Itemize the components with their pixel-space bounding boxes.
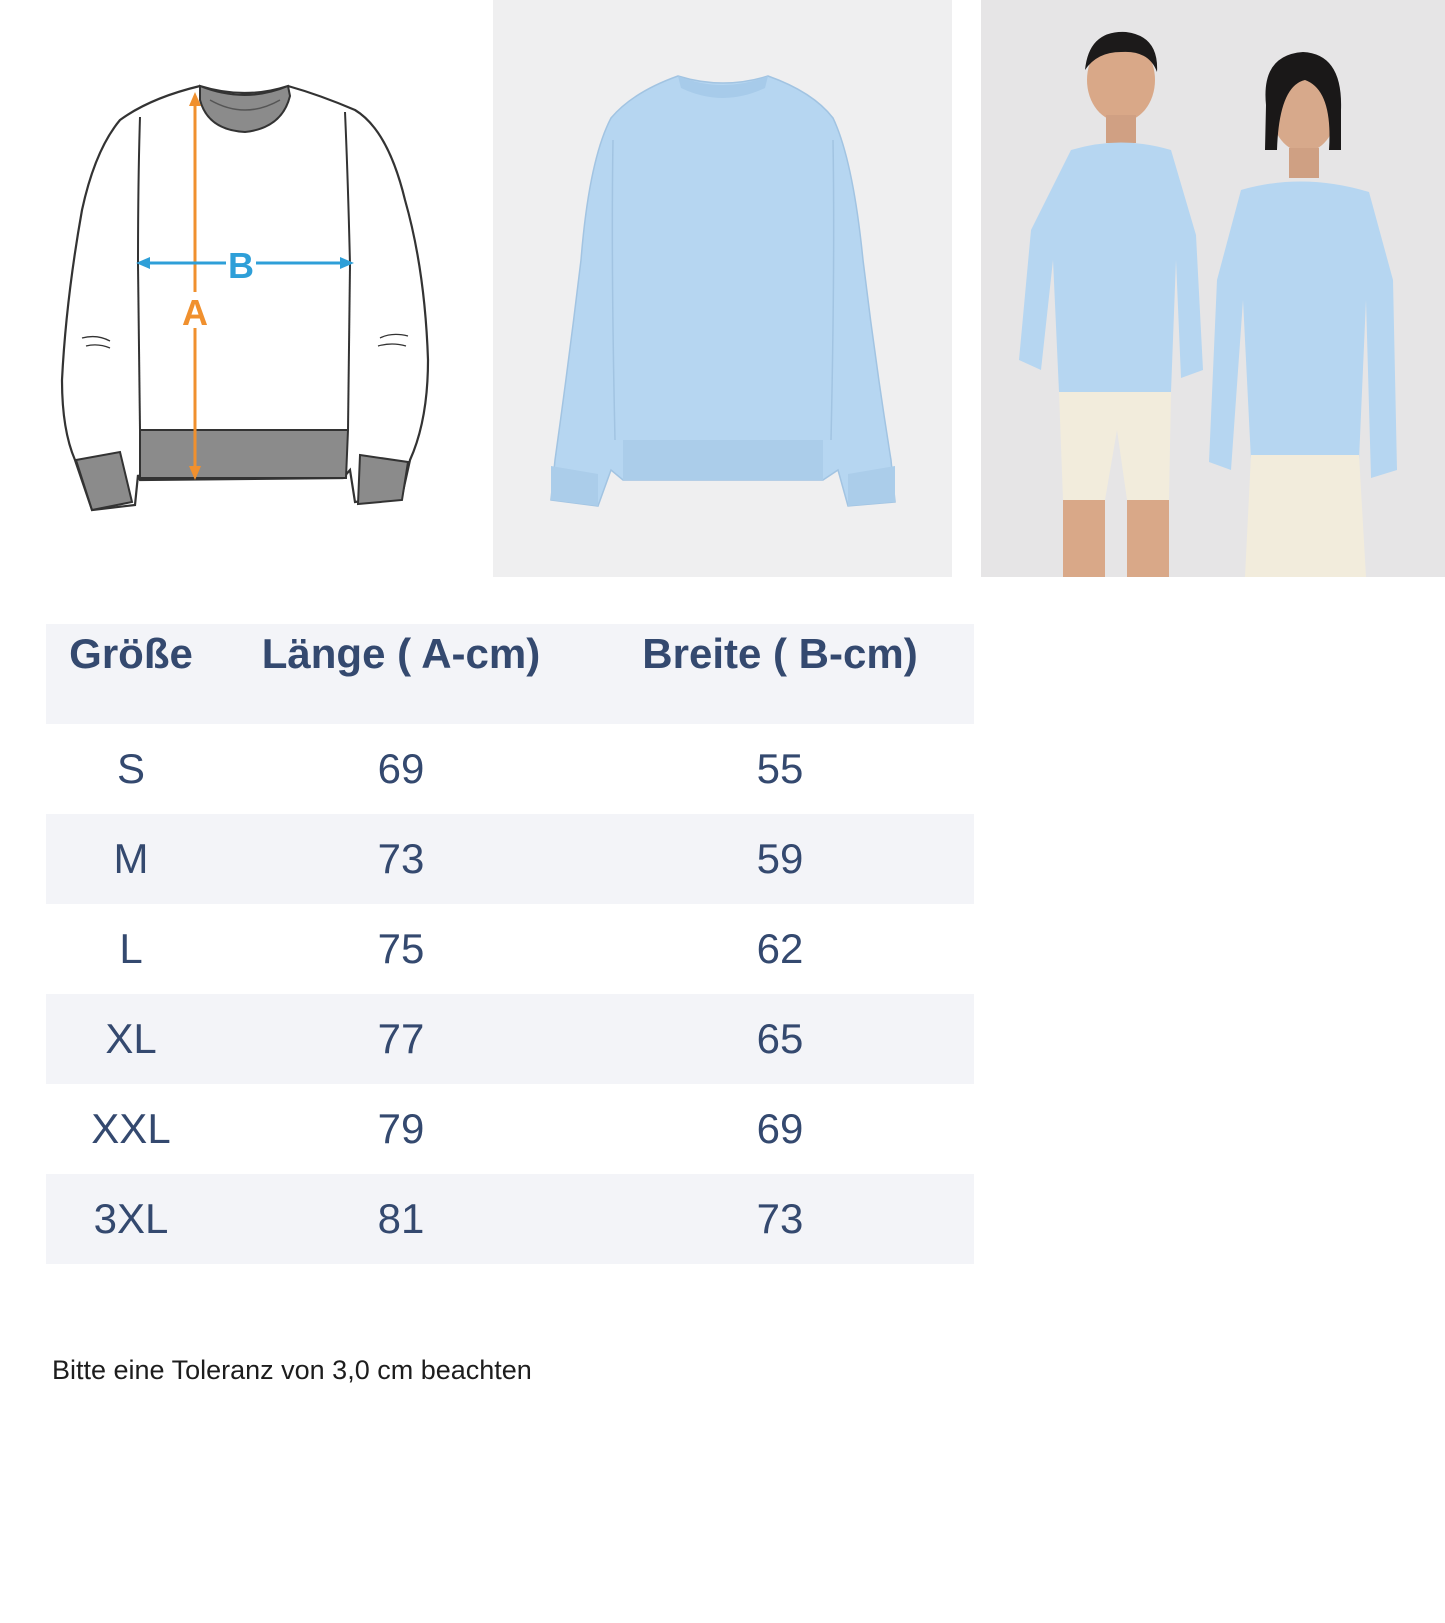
- size-cell: L: [119, 925, 143, 972]
- models-photo: [981, 0, 1445, 577]
- width-cell: 69: [756, 1105, 804, 1152]
- sweater-outline-illustration: [0, 0, 478, 577]
- length-cell: 79: [377, 1105, 425, 1152]
- length-cell: 73: [377, 835, 425, 882]
- width-cell: 73: [756, 1195, 804, 1242]
- header-width: Breite ( B-cm): [642, 630, 918, 677]
- blue-sweatshirt-image: [493, 0, 952, 577]
- width-cell: 55: [756, 745, 804, 792]
- table-row: [46, 724, 974, 814]
- label-b: B: [228, 245, 254, 286]
- table-row: [46, 1174, 974, 1264]
- width-cell: 65: [756, 1015, 804, 1062]
- tolerance-note: Bitte eine Toleranz von 3,0 cm beachten: [52, 1355, 532, 1385]
- size-cell: XL: [105, 1015, 157, 1062]
- length-cell: 81: [377, 1195, 425, 1242]
- measurement-diagram: [0, 0, 478, 577]
- size-cell: S: [116, 745, 145, 792]
- label-a: A: [182, 292, 208, 333]
- length-cell: 75: [377, 925, 425, 972]
- length-cell: 77: [377, 1015, 425, 1062]
- table-header-row: [46, 624, 974, 724]
- table-row: [46, 814, 974, 904]
- table-row: [46, 904, 974, 994]
- table-row: [46, 1084, 974, 1174]
- width-cell: 62: [756, 925, 804, 972]
- size-cell: M: [113, 835, 149, 882]
- header-size: Größe: [69, 630, 193, 677]
- table-row: [46, 994, 974, 1084]
- female-model: [1209, 52, 1397, 577]
- width-cell: 59: [756, 835, 804, 882]
- models-wearing-sweatshirts-image: [981, 0, 1445, 577]
- header-length: Länge ( A-cm): [261, 630, 541, 677]
- size-cell: 3XL: [93, 1195, 169, 1242]
- male-model: [1019, 32, 1203, 577]
- product-flat-photo: [493, 0, 952, 577]
- size-cell: XXL: [91, 1105, 171, 1152]
- length-cell: 69: [377, 745, 425, 792]
